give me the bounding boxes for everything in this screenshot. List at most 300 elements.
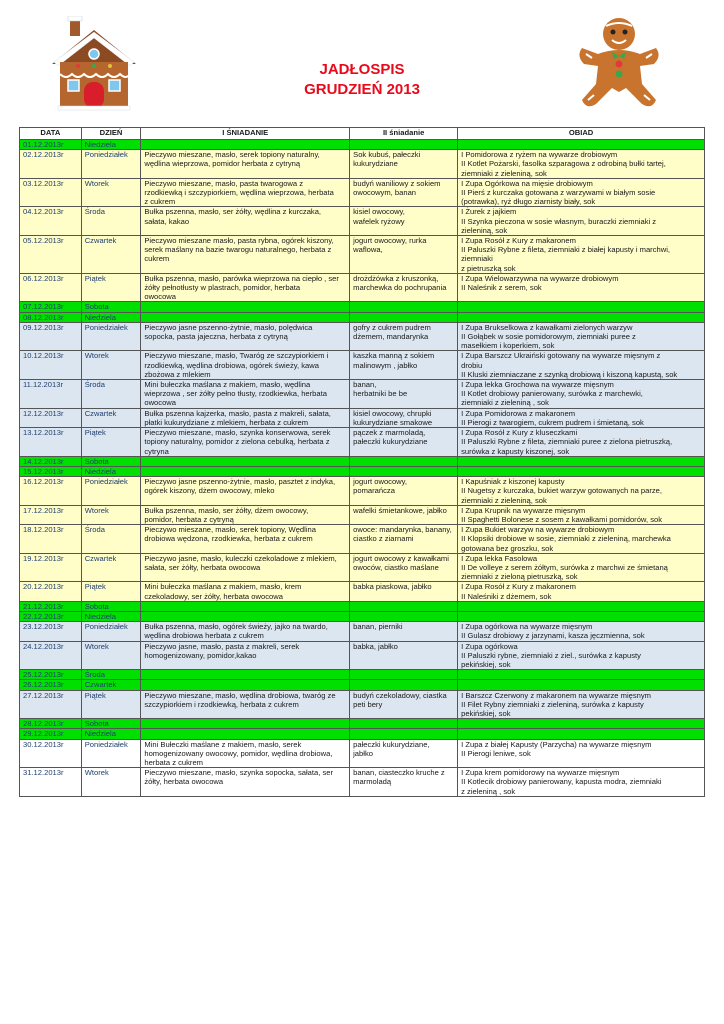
menu-line: owoce: mandarynka, banany, — [353, 525, 452, 535]
menu-line: Bułka pszenna, masło, ser żółty, dżem owocowy, — [144, 505, 309, 515]
day-cell: Środa — [81, 525, 141, 554]
weekend-row — [20, 611, 705, 621]
breakfast-1-cell — [141, 380, 350, 409]
weekend-row — [20, 302, 705, 312]
menu-line: ziemniaki z zieleniną, sok — [461, 495, 547, 505]
menu-line: (potrawka), ryż długo ziarnisty biały, sok — [461, 197, 596, 207]
day-cell: Piątek — [81, 582, 141, 601]
menu-line: babka, jabłko — [353, 641, 398, 651]
menu-line: I Pomidorowa z ryżem na wywarze drobiowym — [461, 150, 618, 160]
date-cell: 14.12.2013r — [20, 456, 82, 466]
menu-line: I Zupa Bukiet warzyw na wywarze drobiowym — [461, 525, 615, 535]
title-line-2: GRUDZIEŃ 2013 — [304, 81, 420, 98]
lunch-cell — [458, 680, 705, 690]
date-cell: 07.12.2013r — [20, 302, 82, 312]
breakfast-2-cell — [350, 236, 458, 274]
breakfast-2-cell — [350, 525, 458, 554]
breakfast-1-cell — [141, 622, 350, 641]
column-header-day: DZIEŃ — [81, 128, 141, 140]
table-row — [20, 768, 705, 797]
menu-line: wafelki śmietankowe, jabłko — [353, 505, 447, 515]
menu-line: Mini Bułeczki maślane z makiem, masło, serek — [144, 739, 302, 749]
date-cell: 03.12.2013r — [20, 178, 82, 207]
menu-line: I Kapuśniak z kiszonej kapusty — [461, 477, 565, 487]
menu-line: wędlina drobiowa herbata z cukrem — [144, 631, 264, 641]
menu-line: Pieczywo mieszane, masło, szynka konserwowa, serek — [144, 428, 331, 438]
menu-line: sopocka, pasta jajeczna, herbata z cytryną — [144, 332, 288, 342]
table-row — [20, 408, 705, 427]
weekend-row — [20, 670, 705, 680]
date-cell: 27.12.2013r — [20, 690, 82, 719]
table-row — [20, 622, 705, 641]
menu-line: Pieczywo mieszane, masło, wędlina drobiowa, twaróg ze — [144, 690, 336, 700]
breakfast-1-cell — [141, 428, 350, 457]
menu-line: z pietruszką sok — [461, 263, 516, 273]
breakfast-2-cell — [350, 739, 458, 768]
breakfast-1-cell — [141, 140, 350, 150]
menu-table — [19, 127, 705, 797]
menu-line: II Gołąbek w sosie pomidorowym, ziemniaki puree z — [461, 332, 636, 342]
menu-line: I Zupa krem pomidorowy na wywarze mięsnym — [461, 768, 620, 778]
breakfast-1-cell — [141, 601, 350, 611]
table-row — [20, 525, 705, 554]
day-cell: Niedziela — [81, 611, 141, 621]
table-row — [20, 150, 705, 179]
breakfast-2-cell — [350, 477, 458, 506]
breakfast-1-cell — [141, 690, 350, 719]
menu-line: II Kotlet Pożarski, fasolka szparagowa z odrobiną bułki tartej, — [461, 159, 666, 169]
date-cell: 01.12.2013r — [20, 140, 82, 150]
lunch-cell — [458, 525, 705, 554]
lunch-cell — [458, 670, 705, 680]
lunch-cell — [458, 302, 705, 312]
lunch-cell — [458, 641, 705, 670]
breakfast-1-cell — [141, 273, 350, 302]
menu-line: banan, ciasteczko kruche z — [353, 768, 445, 778]
breakfast-1-cell — [141, 505, 350, 524]
menu-line: Sok kubuś, pałeczki — [353, 150, 421, 160]
date-cell: 04.12.2013r — [20, 207, 82, 236]
date-cell: 02.12.2013r — [20, 150, 82, 179]
menu-line: Bułka pszenna, masło, ser żółty, wędlina z kurczaka, — [144, 207, 322, 217]
menu-line: Pieczywo jasne pszenno-żytnie, masło, pasztet z indyka, — [144, 477, 336, 487]
breakfast-2-cell — [350, 380, 458, 409]
date-cell: 08.12.2013r — [20, 312, 82, 322]
date-cell: 20.12.2013r — [20, 582, 82, 601]
menu-line: Mini bułeczka maślana z makiem, masło, wędlina — [144, 380, 311, 390]
day-cell: Sobota — [81, 456, 141, 466]
table-row — [20, 351, 705, 380]
menu-line: Bułka pszenna, masło, ogórek świeży, jajko na twardo, — [144, 622, 328, 632]
weekend-row — [20, 729, 705, 739]
table-row — [20, 178, 705, 207]
weekend-row — [20, 140, 705, 150]
lunch-cell — [458, 505, 705, 524]
date-cell: 15.12.2013r — [20, 466, 82, 476]
menu-line: malinowym , jabłko — [353, 360, 418, 370]
menu-line: żółty, herbata owocowa — [144, 777, 224, 787]
breakfast-2-cell — [350, 601, 458, 611]
menu-line: Pieczywo mieszane, masło, serek topiony naturalny, — [144, 150, 320, 160]
weekend-row — [20, 601, 705, 611]
menu-line: Pieczywo mieszane masło, pasta rybna, ogórek kiszony, — [144, 236, 334, 246]
date-cell: 23.12.2013r — [20, 622, 82, 641]
day-cell: Środa — [81, 670, 141, 680]
day-cell: Wtorek — [81, 351, 141, 380]
breakfast-1-cell — [141, 351, 350, 380]
menu-line: płatki kukurydziane z mlekiem, herbata z cukrem — [144, 417, 309, 427]
breakfast-2-cell — [350, 553, 458, 582]
menu-line: sałata, ser żółty, herbata owocowa — [144, 562, 261, 572]
lunch-cell — [458, 322, 705, 351]
menu-line: z cukrem — [144, 197, 176, 207]
lunch-cell — [458, 207, 705, 236]
breakfast-2-cell — [350, 351, 458, 380]
menu-line: masełkiem i koperkiem, sok — [461, 341, 555, 351]
table-row — [20, 690, 705, 719]
menu-line: II Kotlet drobiowy panierowany, surówka z marchewki, — [461, 389, 643, 399]
table-header-row — [20, 128, 705, 140]
day-cell: Niedziela — [81, 140, 141, 150]
breakfast-2-cell — [350, 150, 458, 179]
date-cell: 11.12.2013r — [20, 380, 82, 409]
menu-line: I Zupa z białej Kapusty (Parzycha) na wywarze mięsnym — [461, 739, 652, 749]
menu-line: jogurt owocowy z kawałkami — [353, 553, 449, 563]
breakfast-2-cell — [350, 505, 458, 524]
menu-line: I Zupa Pomidorowa z makaronem — [461, 408, 576, 418]
day-cell: Sobota — [81, 601, 141, 611]
menu-line: ogórek kiszony, dżem owocowy, mleko — [144, 486, 275, 496]
menu-line: Pieczywo mieszane, masło, pasta twarogowa z — [144, 178, 304, 188]
day-cell: Poniedziałek — [81, 150, 141, 179]
table-row — [20, 582, 705, 601]
menu-line: Pieczywo mieszane, masło, szynka sopocka, sałata, ser — [144, 768, 334, 778]
menu-line: jogurt owocowy, rurka — [353, 236, 427, 246]
lunch-cell — [458, 611, 705, 621]
table-row — [20, 207, 705, 236]
day-cell: Niedziela — [81, 312, 141, 322]
lunch-cell — [458, 428, 705, 457]
breakfast-2-cell — [350, 622, 458, 641]
menu-title — [0, 60, 724, 100]
breakfast-2-cell — [350, 207, 458, 236]
breakfast-1-cell — [141, 768, 350, 797]
menu-line: II Naleśniki z dżemem, sok — [461, 591, 552, 601]
breakfast-2-cell — [350, 719, 458, 729]
date-cell: 21.12.2013r — [20, 601, 82, 611]
menu-line: II De volleye z serem żółtym, surówka z marchwi ze śmietaną — [461, 562, 668, 572]
menu-line: pomidor, herbata z cytryną — [144, 514, 234, 524]
lunch-cell — [458, 380, 705, 409]
column-header-breakfast-1: I ŚNIADANIE — [141, 128, 350, 140]
menu-line: II Spaghetti Bolonese z sosem z kawałkami pomidorów, sok — [461, 514, 663, 524]
menu-line: pałeczki kukurydziane — [353, 437, 428, 447]
menu-line: I Zupa lekka Fasolowa — [461, 553, 538, 563]
date-cell: 18.12.2013r — [20, 525, 82, 554]
column-header-date: DATA — [20, 128, 82, 140]
menu-line: Pieczywo jasne, masło, pasta z makreli, serek — [144, 641, 300, 651]
menu-line: I Żurek z jajkiem — [461, 207, 517, 217]
menu-line: owoców, ciastko maślane — [353, 562, 439, 572]
menu-line: II Klopsiki drobiowe w sosie, ziemniaki z zieleniną, marchewka — [461, 534, 671, 544]
breakfast-1-cell — [141, 302, 350, 312]
breakfast-1-cell — [141, 611, 350, 621]
menu-line: ziemniaki z zieleniną , sok — [461, 398, 549, 408]
menu-line: drożdżówka z kruszonką, — [353, 273, 439, 283]
lunch-cell — [458, 477, 705, 506]
table-row — [20, 322, 705, 351]
lunch-cell — [458, 553, 705, 582]
menu-line: pomarańcza — [353, 486, 395, 496]
lunch-cell — [458, 150, 705, 179]
menu-line: rzodkiewką, wędlina drobiowa, ogórek świeży, kawa — [144, 360, 319, 370]
weekend-row — [20, 719, 705, 729]
menu-table-body — [20, 140, 705, 797]
date-cell: 29.12.2013r — [20, 729, 82, 739]
menu-line: banan, pierniki — [353, 622, 403, 632]
breakfast-2-cell — [350, 140, 458, 150]
menu-line: ziemniaki z zieleniną, sok — [461, 168, 547, 178]
breakfast-1-cell — [141, 525, 350, 554]
table-row — [20, 236, 705, 274]
breakfast-2-cell — [350, 302, 458, 312]
day-cell: Poniedziałek — [81, 477, 141, 506]
menu-line: kukurydziane — [353, 159, 398, 169]
menu-line: marchewka do pochrupania — [353, 283, 447, 293]
day-cell: Niedziela — [81, 466, 141, 476]
menu-line: II Pierś z kurczaka gotowana z warzywami w białym sosie — [461, 188, 656, 198]
date-cell: 10.12.2013r — [20, 351, 82, 380]
date-cell: 13.12.2013r — [20, 428, 82, 457]
table-row — [20, 428, 705, 457]
lunch-cell — [458, 236, 705, 274]
menu-line: rzodkiewką i szczypiorkiem, wędlina wieprzowa, herbata — [144, 188, 334, 198]
lunch-cell — [458, 456, 705, 466]
menu-line: I Zupa Rosół z Kury z makaronem — [461, 582, 576, 592]
breakfast-2-cell — [350, 273, 458, 302]
menu-line: kukurydziane smakowe — [353, 417, 433, 427]
menu-line: budyń waniliowy z sokiem — [353, 178, 441, 188]
menu-line: drobiowa wędzona, rzodkiewka, herbata z cukrem — [144, 534, 313, 544]
table-row — [20, 641, 705, 670]
menu-line: I Zupa Wielowarzywna na wywarze drobiowym — [461, 273, 619, 283]
breakfast-1-cell — [141, 150, 350, 179]
date-cell: 19.12.2013r — [20, 553, 82, 582]
table-row — [20, 553, 705, 582]
day-cell: Sobota — [81, 302, 141, 312]
breakfast-2-cell — [350, 680, 458, 690]
menu-line: budyń czekoladowy, ciastka — [353, 690, 447, 700]
menu-line: Pieczywo mieszane, masło, Twaróg ze szczypiorkiem i — [144, 351, 329, 361]
menu-line: II Gulasz drobiowy z jarzynami, kasza jęczmienna, sok — [461, 631, 645, 641]
breakfast-1-cell — [141, 670, 350, 680]
menu-line: pekińskiej, sok — [461, 659, 511, 669]
breakfast-2-cell — [350, 768, 458, 797]
breakfast-2-cell — [350, 466, 458, 476]
menu-line: wafelek ryżowy — [353, 216, 405, 226]
menu-line: wędlina wieprzowa, pomidor herbata z cytryną — [144, 159, 301, 169]
menu-line: waflowa, — [353, 245, 383, 255]
date-cell: 28.12.2013r — [20, 719, 82, 729]
date-cell: 09.12.2013r — [20, 322, 82, 351]
title-line-1: JADŁOSPIS — [319, 61, 405, 78]
menu-line: I Zupa ogórkowa — [461, 641, 518, 651]
menu-line: I Zupa ogórkowa na wywarze mięsnym — [461, 622, 593, 632]
day-cell: Wtorek — [81, 641, 141, 670]
breakfast-2-cell — [350, 641, 458, 670]
day-cell: Wtorek — [81, 768, 141, 797]
day-cell: Czwartek — [81, 553, 141, 582]
menu-line: marmoladą — [353, 777, 392, 787]
menu-line: Mini bułeczka maślana z makiem, masło, krem — [144, 582, 302, 592]
menu-line: I Zupa Brukselkowa z kawałkami zielonych warzyw — [461, 322, 633, 332]
menu-line: II Pierogi z twarogiem, cukrem pudrem i śmietaną, sok — [461, 417, 644, 427]
day-cell: Środa — [81, 207, 141, 236]
table-row — [20, 739, 705, 768]
day-cell: Poniedziałek — [81, 739, 141, 768]
menu-line: kisiel owocowy, chrupki — [353, 408, 432, 418]
menu-line: drobiu — [461, 360, 483, 370]
menu-line: II Filet Rybny ziemniaki z zieleniną, surówka z kapusty — [461, 699, 644, 709]
menu-line: ciastko z ziarnami — [353, 534, 414, 544]
menu-line: banan, — [353, 380, 377, 390]
day-cell: Niedziela — [81, 729, 141, 739]
menu-line: kisiel owocowy, — [353, 207, 405, 217]
menu-line: peti bery — [353, 699, 383, 709]
menu-line: topiony naturalny, pomidor z zielona cebulką, herbata z — [144, 437, 330, 447]
menu-line: Bułka pszenna, masło, parówka wieprzowa na ciepło , ser — [144, 273, 339, 283]
menu-line: z zieleniną , sok — [461, 786, 516, 796]
breakfast-1-cell — [141, 466, 350, 476]
column-header-breakfast-2: II śniadanie — [350, 128, 458, 140]
menu-line: Pieczywo jasne pszenno-żytnie, masło, polędwica — [144, 322, 313, 332]
date-cell: 25.12.2013r — [20, 670, 82, 680]
breakfast-2-cell — [350, 690, 458, 719]
breakfast-2-cell — [350, 312, 458, 322]
breakfast-1-cell — [141, 322, 350, 351]
day-cell: Czwartek — [81, 236, 141, 274]
menu-line: zbożowa z mlekiem — [144, 369, 211, 379]
breakfast-2-cell — [350, 611, 458, 621]
menu-line: pekińskiej, sok — [461, 708, 511, 718]
date-cell: 12.12.2013r — [20, 408, 82, 427]
menu-line: ziemniaki z zieloną pietruszką, sok — [461, 572, 578, 582]
day-cell: Wtorek — [81, 178, 141, 207]
menu-line: Pieczywo mieszane, masło, serek topiony, Wędlina — [144, 525, 316, 535]
breakfast-1-cell — [141, 582, 350, 601]
menu-line: I Zupa Rosół z Kury z kluseczkami — [461, 428, 578, 438]
menu-line: serek maślany na bazie twarogu naturalnego, herbata z — [144, 245, 332, 255]
lunch-cell — [458, 178, 705, 207]
day-cell: Środa — [81, 380, 141, 409]
breakfast-2-cell — [350, 582, 458, 601]
breakfast-1-cell — [141, 553, 350, 582]
breakfast-2-cell — [350, 670, 458, 680]
menu-line: jogurt owocowy, — [353, 477, 408, 487]
menu-line: pałeczki kukurydziane, — [353, 739, 430, 749]
menu-line: I Zupa lekka Grochowa na wywarze mięsnym — [461, 380, 614, 390]
lunch-cell — [458, 719, 705, 729]
lunch-cell — [458, 273, 705, 302]
lunch-cell — [458, 582, 705, 601]
menu-line: II Nugetsy z kurczaka, bukiet warzyw gotowanych na parze, — [461, 486, 663, 496]
lunch-cell — [458, 140, 705, 150]
breakfast-1-cell — [141, 408, 350, 427]
menu-line: żółty pełnotłusty w plastrach, pomidor, herbata — [144, 283, 301, 293]
lunch-cell — [458, 739, 705, 768]
breakfast-2-cell — [350, 456, 458, 466]
menu-line: kaszka manną z sokiem — [353, 351, 435, 361]
menu-line: II Pierogi leniwe, sok — [461, 748, 531, 758]
menu-line: gotowana bez groszku, sok — [461, 543, 554, 553]
breakfast-2-cell — [350, 322, 458, 351]
breakfast-1-cell — [141, 236, 350, 274]
breakfast-1-cell — [141, 641, 350, 670]
menu-line: II Paluszki Rybne z fileta, ziemniaki z białej kapusty i marchwi, ziemniaki — [461, 245, 671, 264]
day-cell: Czwartek — [81, 408, 141, 427]
menu-line: herbatniki be be — [353, 389, 408, 399]
breakfast-1-cell — [141, 680, 350, 690]
table-row — [20, 380, 705, 409]
menu-line: homogenizowany owocowy, pomidor, wędlina drobiowa, — [144, 748, 333, 758]
table-row — [20, 505, 705, 524]
date-cell: 30.12.2013r — [20, 739, 82, 768]
day-cell: Piątek — [81, 273, 141, 302]
date-cell: 24.12.2013r — [20, 641, 82, 670]
day-cell: Poniedziałek — [81, 622, 141, 641]
weekend-row — [20, 456, 705, 466]
menu-line: Pieczywo jasne, masło, kuleczki czekoladowe z mlekiem, — [144, 553, 337, 563]
date-cell: 16.12.2013r — [20, 477, 82, 506]
table-row — [20, 273, 705, 302]
lunch-cell — [458, 729, 705, 739]
day-cell: Sobota — [81, 719, 141, 729]
menu-line: zieleniną, sok — [461, 225, 508, 235]
breakfast-2-cell — [350, 178, 458, 207]
menu-line: jabłko — [353, 748, 373, 758]
menu-line: owocowym, banan — [353, 188, 417, 198]
menu-line: owocowa — [144, 398, 177, 408]
date-cell: 26.12.2013r — [20, 680, 82, 690]
menu-line: babka piaskowa, jabłko — [353, 582, 432, 592]
breakfast-1-cell — [141, 178, 350, 207]
breakfast-2-cell — [350, 408, 458, 427]
menu-line: I Zupa Barszcz Ukraiński gotowany na wywarze mięsnym z — [461, 351, 661, 361]
menu-line: II Paluszki rybne, ziemniaki z ziel., surówka z kapusty — [461, 650, 641, 660]
breakfast-1-cell — [141, 477, 350, 506]
day-cell: Czwartek — [81, 680, 141, 690]
breakfast-2-cell — [350, 729, 458, 739]
menu-line: cukrem — [144, 254, 170, 264]
menu-line: wieprzowa , ser żółty pełno tłusty, rzodkiewka, herbata — [144, 389, 327, 399]
date-cell: 05.12.2013r — [20, 236, 82, 274]
weekend-row — [20, 680, 705, 690]
menu-line: gofry z cukrem pudrem — [353, 322, 431, 332]
lunch-cell — [458, 768, 705, 797]
lunch-cell — [458, 312, 705, 322]
column-header-lunch: OBIAD — [458, 128, 705, 140]
menu-line: pączek z marmoladą, — [353, 428, 426, 438]
date-cell: 06.12.2013r — [20, 273, 82, 302]
menu-line: I Zupa Rosół z Kury z makaronem — [461, 236, 576, 246]
weekend-row — [20, 466, 705, 476]
day-cell: Wtorek — [81, 505, 141, 524]
menu-line: sałata, kakao — [144, 216, 190, 226]
menu-line: herbata z cukrem — [144, 758, 204, 767]
menu-line: szczypiorkiem i rzodkiewką, herbata z cukrem — [144, 699, 299, 709]
lunch-cell — [458, 408, 705, 427]
date-cell: 22.12.2013r — [20, 611, 82, 621]
